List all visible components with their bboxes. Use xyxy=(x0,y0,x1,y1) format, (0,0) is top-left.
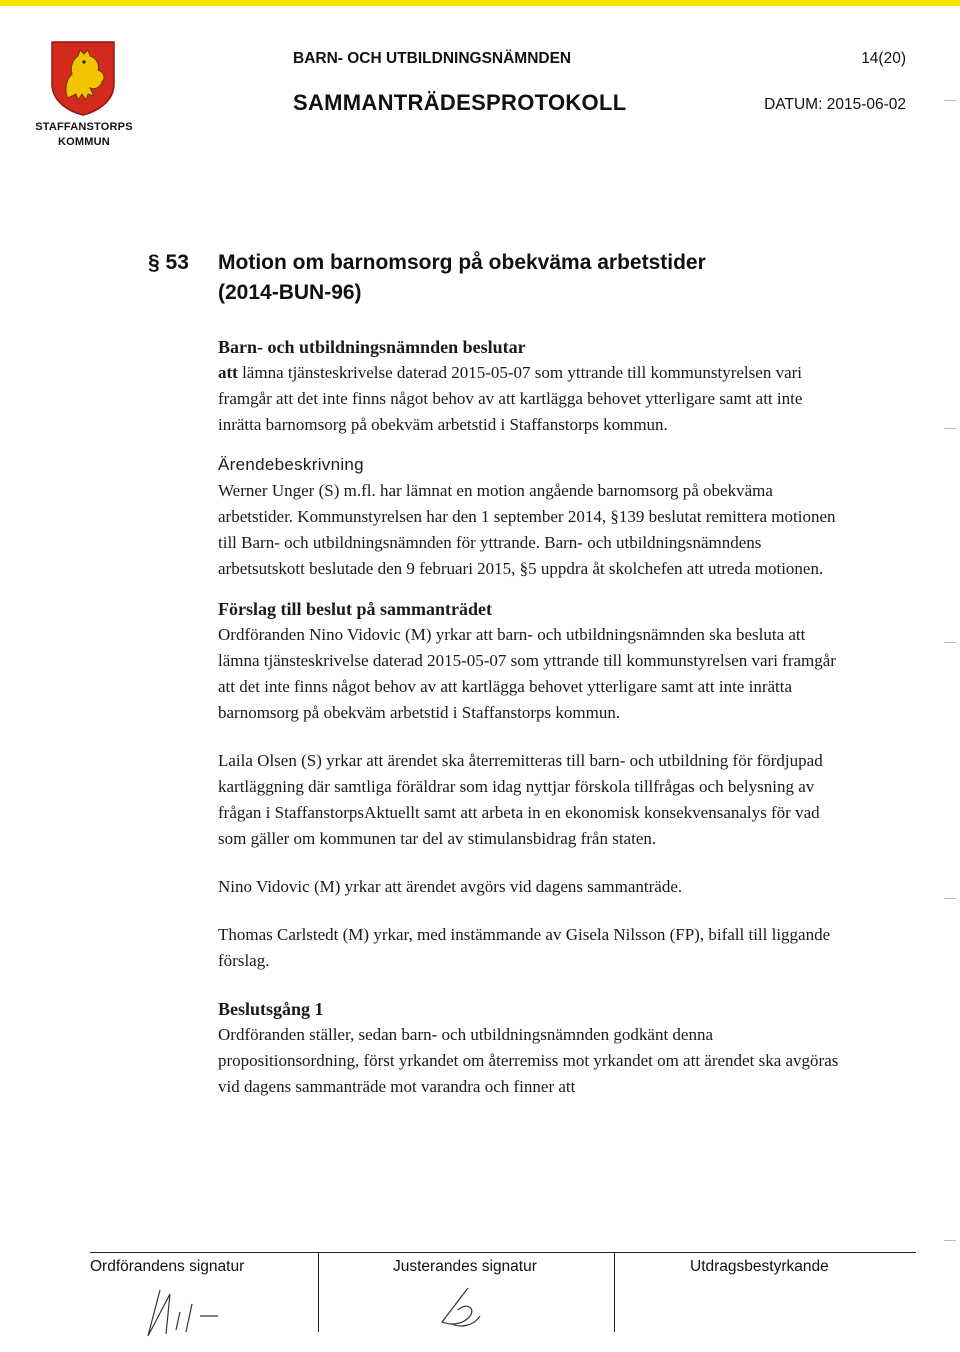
proposal-paragraph-2: Laila Olsen (S) yrkar att ärendet ska återremitteras till barn- och utbildning för fördjupad kartläggning där samtliga föräldrar som idag nyttjar förskola tillfrågas och belysning av frågan i StaffanstorpsAktuellt samt att arbeta in en ekonomisk konsekvensanalys för vad som gäller om kommunen tar del av stimulansbidrag från staten. xyxy=(218,751,823,848)
proposal-paragraph-4: Thomas Carlstedt (M) yrkar, med instämmande av Gisela Nilsson (FP), bifall till liggande förslag. xyxy=(218,925,831,970)
proposal-paragraph-3: Nino Vidovic (M) yrkar att ärendet avgörs vid dagens sammanträde. xyxy=(218,877,683,896)
case-heading: Ärendebeskrivning xyxy=(218,455,364,474)
chair-signature-mark-icon xyxy=(140,1286,230,1342)
section-title-line-2: (2014-BUN-96) xyxy=(218,281,362,304)
adjuster-signature-label: Justerandes signatur xyxy=(393,1258,537,1275)
municipality-line-1: STAFFANSTORPS xyxy=(35,121,133,133)
municipality-name xyxy=(30,120,138,150)
footer-column-divider xyxy=(318,1252,319,1332)
decision-paragraph xyxy=(218,360,848,438)
signature-footer xyxy=(90,1252,916,1352)
top-color-bar xyxy=(0,0,960,6)
coat-of-arms-icon xyxy=(50,40,116,116)
adjuster-signature-mark-icon xyxy=(430,1282,490,1332)
decision-text: lämna tjänsteskrivelse daterad 2015-05-07 som yttrande till kommunstyrelsen vari framgår att det inte finns något behov av att kartlägga behovet ytterligare samt att inte inrätta barnomsorg på obekväm arbetstid i Staffanstorps kommun. xyxy=(218,363,803,434)
decision-lead: att xyxy=(218,363,238,382)
proposal-paragraph-1: Ordföranden Nino Vidovic (M) yrkar att barn- och utbildningsnämnden ska besluta att lämna tjänsteskrivelse daterad 2015-05-07 som yttrande till kommunstyrelsen vari framgår att det inte finns något behov av att kartlägga behovet ytterligare samt att inte inrätta barnomsorg på obekväm arbetstid i Staffanstorps kommun. xyxy=(218,625,836,722)
footer-column-divider xyxy=(614,1252,615,1332)
decision-heading: Barn- och utbildningsnämnden beslutar xyxy=(218,337,526,357)
municipality-line-2: KOMMUN xyxy=(58,136,110,148)
process-paragraph: Ordföranden ställer, sedan barn- och utbildningsnämnden godkänt denna propositionsordning, först yrkandet om återremiss mot yrkandet om att ärendet ska avgöras vid dagens sammanträde mot varandra och finner att xyxy=(218,1025,839,1096)
protocol-title: SAMMANTRÄDESPROTOKOLL xyxy=(293,90,627,115)
meeting-date: DATUM: 2015-06-02 xyxy=(764,96,906,113)
page-number: 14(20) xyxy=(861,50,906,67)
board-name: BARN- OCH UTBILDNINGSNÄMNDEN xyxy=(293,50,572,67)
document-body xyxy=(218,334,848,1100)
section-number: § 53 xyxy=(148,251,189,274)
scan-edge-marks xyxy=(944,100,958,1300)
extract-certifier-label: Utdragsbestyrkande xyxy=(690,1258,829,1275)
process-heading: Beslutsgång 1 xyxy=(218,999,324,1019)
chair-signature-label: Ordförandens signatur xyxy=(90,1258,245,1275)
case-paragraph: Werner Unger (S) m.fl. har lämnat en motion angående barnomsorg på obekväma arbetstider. Kommunstyrelsen har den 1 september 2014, §139 beslutat remittera motionen till Barn- och utbildningsnämnden för yttrande. Barn- och utbildningsnämndens arbetsutskott beslutade den 9 februari 2015, §5 uppdra åt skolchefen att utreda motionen. xyxy=(218,481,836,578)
proposal-heading: Förslag till beslut på sammanträdet xyxy=(218,599,492,619)
footer-divider xyxy=(90,1252,916,1253)
section-title-line-1: Motion om barnomsorg på obekväma arbetstider xyxy=(218,251,706,274)
section-title xyxy=(148,248,706,308)
